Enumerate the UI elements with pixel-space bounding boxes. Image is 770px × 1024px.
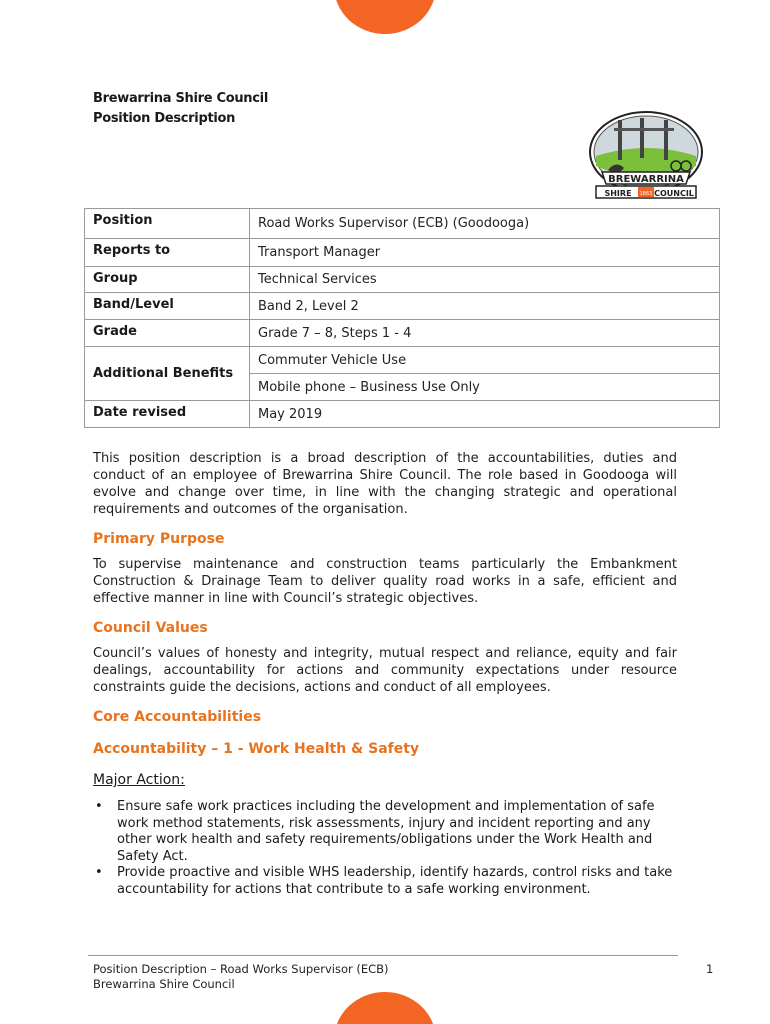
bullet-text: Ensure safe work practices including the development and implementation of safe work method statements, risk assessments, injury and incident reporting and any other work health and safety requirements/obligations under the Work Health and Safety Act.: [117, 799, 655, 864]
row-grade: [85, 320, 720, 347]
value-group: Technical Services: [250, 267, 720, 293]
core-accountabilities-heading: Core Accountabilities: [93, 709, 262, 725]
value-grade: Grade 7 – 8, Steps 1 - 4: [250, 320, 720, 347]
label-band-level: Band/Level: [85, 293, 250, 320]
value-band-level: Band 2, Level 2: [250, 293, 720, 320]
row-position: [85, 209, 720, 239]
page-number: 1: [706, 962, 714, 976]
label-additional-benefits: Additional Benefits: [85, 347, 250, 401]
major-action-list: [93, 799, 677, 898]
document-header: [93, 89, 268, 129]
label-reports-to: Reports to: [85, 239, 250, 267]
row-reports-to: [85, 239, 720, 267]
footer-divider: [88, 955, 678, 956]
label-position: Position: [85, 209, 250, 239]
bullet-glyph: •: [95, 865, 103, 880]
footer-line1: Position Description – Road Works Supervisor (ECB): [93, 962, 389, 976]
label-date-revised: Date revised: [85, 401, 250, 428]
doc-title: Position Description: [93, 111, 236, 126]
accountability-1-heading: Accountability – 1 - Work Health & Safety: [93, 741, 420, 757]
label-group: Group: [85, 267, 250, 293]
council-values-text: Council’s values of honesty and integrity, mutual respect and reliance, equity and fair dealings, accountability for actions and community expectations under resource constraints guide the decisions, actions and conduct of all employees.: [93, 646, 677, 695]
label-grade: Grade: [85, 320, 250, 347]
list-item: [93, 865, 677, 898]
council-logo: [588, 110, 704, 202]
top-orange-tab: [334, 0, 436, 34]
logo-badge: 1863: [639, 191, 653, 197]
footer: [93, 962, 389, 992]
value-commuter-vehicle: Commuter Vehicle Use: [250, 347, 720, 374]
value-mobile-phone: Mobile phone – Business Use Only: [250, 374, 720, 401]
position-details-table: [84, 208, 720, 428]
intro-paragraph: This position description is a broad description of the accountabilities, duties and conduct of an employee of Brewarrina Shire Council. The role based in Goodooga will evolve and change over time, in line with the changing strategic and operational requirements and outcomes of the organisation.: [93, 451, 677, 517]
org-name: Brewarrina Shire Council: [93, 91, 268, 106]
primary-purpose-heading: Primary Purpose: [93, 531, 225, 547]
major-action-label: Major Action:: [93, 772, 185, 788]
bullet-text: Provide proactive and visible WHS leadership, identify hazards, control risks and take accountability for actions that contribute to a safe working environment.: [117, 865, 673, 897]
primary-purpose-text: To supervise maintenance and construction teams particularly the Embankment Construction & Drainage Team to deliver quality road works in a safe, efficient and effective manner in line with Council’s strategic objectives.: [93, 557, 677, 606]
value-position: Road Works Supervisor (ECB) (Goodooga): [250, 209, 720, 239]
row-additional-benefits-1: [85, 347, 720, 374]
council-values-heading: Council Values: [93, 620, 208, 636]
footer-line2: Brewarrina Shire Council: [93, 977, 235, 991]
value-reports-to: Transport Manager: [250, 239, 720, 267]
bottom-orange-tab: [334, 992, 436, 1024]
row-band-level: [85, 293, 720, 320]
value-date-revised: May 2019: [250, 401, 720, 428]
bullet-glyph: •: [95, 799, 103, 814]
row-date-revised: [85, 401, 720, 428]
logo-line1: BREWARRINA: [608, 174, 684, 185]
list-item: [93, 799, 677, 865]
logo-line2-right: COUNCIL: [654, 189, 694, 198]
council-logo-graphic: [588, 110, 704, 202]
row-group: [85, 267, 720, 293]
logo-line2-left: SHIRE: [604, 189, 632, 198]
